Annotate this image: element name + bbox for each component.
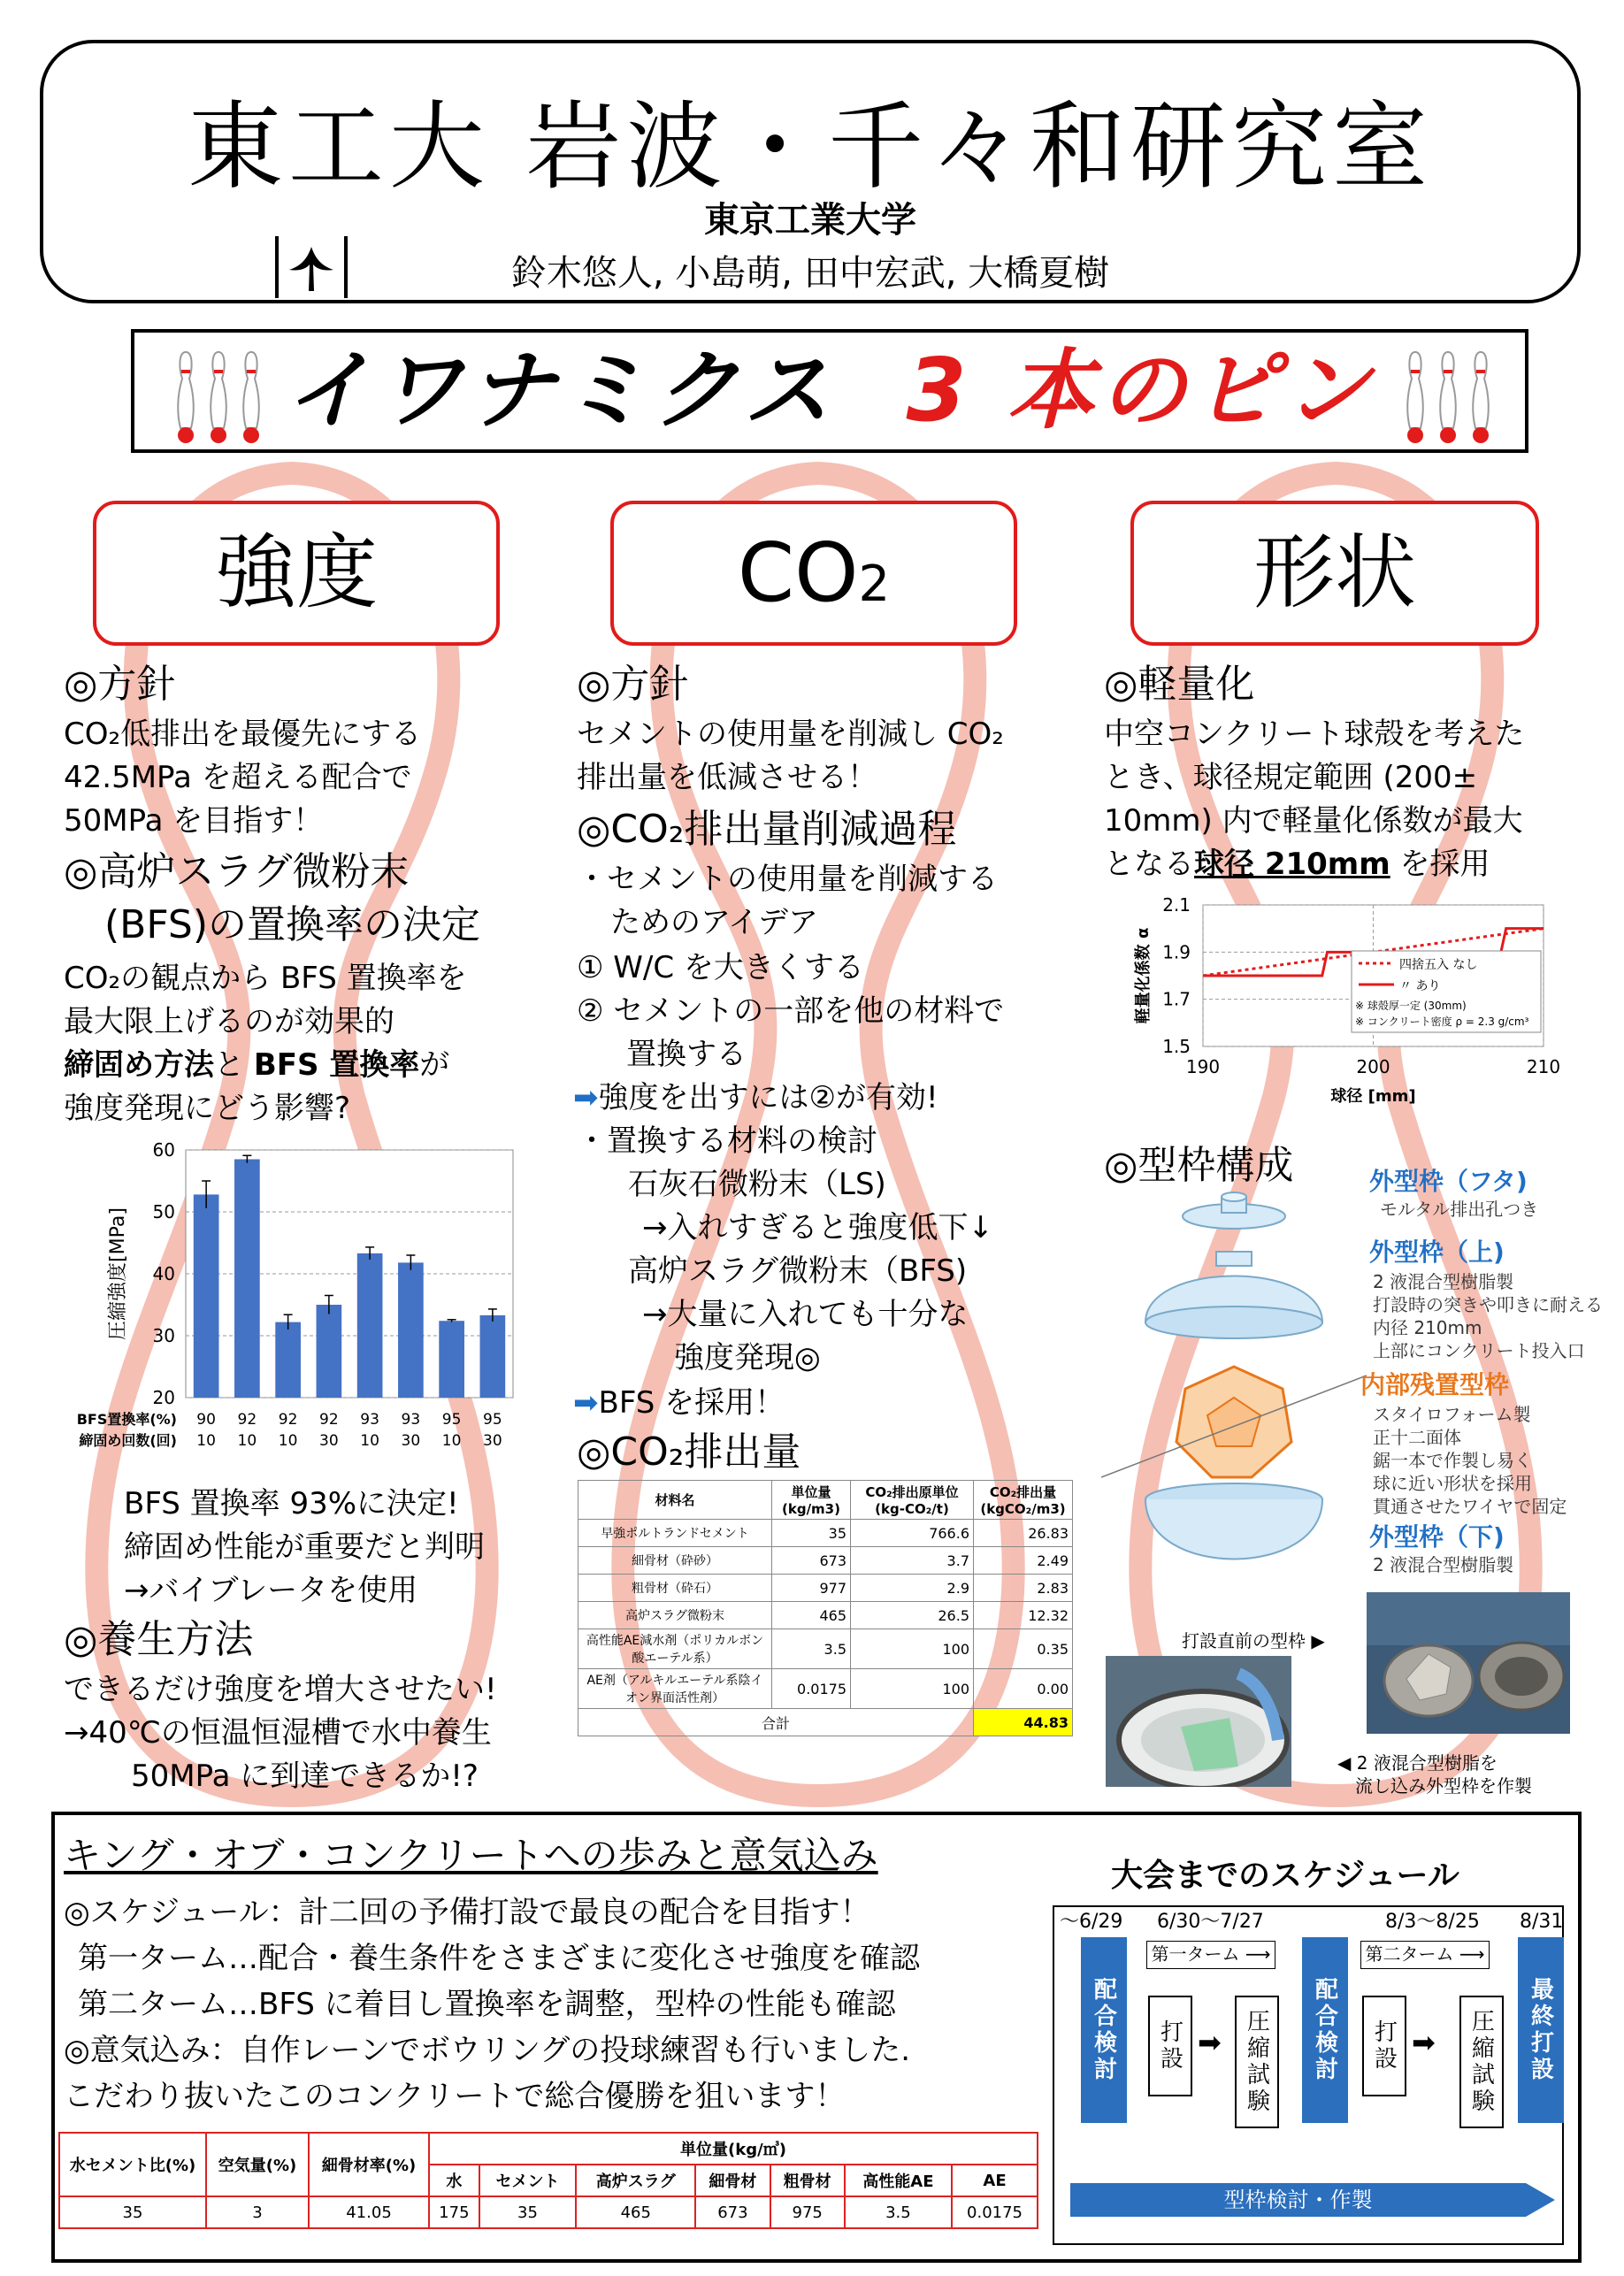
banner [131,329,1528,453]
right-arrow-icon: ➡ [573,1385,599,1421]
table-total-value: 44.83 [974,1709,1073,1736]
x-tick-label: 210 [1526,1056,1561,1077]
bar [317,1305,342,1398]
schedule-step-mix-design: 配合検討 [1081,1937,1127,2123]
table-cell: 12.32 [974,1602,1073,1629]
mold-lid-icon [1183,1192,1285,1229]
strength-policy-line: 42.5MPa を超える配合で [64,760,412,795]
table-row [59,2196,1038,2228]
table-cell: 0.0175 [772,1669,851,1709]
schedule-date: 6/30～7/27 [1157,1911,1264,1933]
x-tick-label: 10 [278,1432,298,1450]
bowling-pins-icon [1399,343,1497,446]
table-header: 水 [429,2165,479,2196]
university-logo-icon [273,229,349,305]
schedule-step-casting: 打設 [1362,1996,1406,2096]
table-cell: 175 [429,2196,479,2228]
table-cell: 2.9 [851,1575,974,1602]
strength-result: →バイブレータを使用 [124,1573,418,1608]
x-tick-label: 190 [1185,1056,1221,1077]
table-header: 高性能AE [845,2165,952,2196]
mold-lower-icon [1145,1483,1322,1559]
mold-item-desc: 球に近い形状を採用 [1373,1473,1532,1494]
x-tick-label: 10 [196,1432,216,1450]
strength-policy-line: 50MPa を目指す！ [64,803,324,839]
table-header: 水セメント比(%) [59,2133,206,2196]
y-axis-label: 軽量化係数 α [1134,927,1153,1024]
co2-policy-line: 排出量を低減させる！ [577,760,877,795]
photo-caption: 流し込み外型枠を作製 [1355,1775,1532,1797]
header-box [40,40,1581,303]
co2-title-subscript: 2 [858,556,891,613]
bfs-heading: ◎高炉スラグ微粉末 [64,849,410,894]
y-tick-label: 2.1 [1162,894,1191,916]
table-total-label: 合計 [578,1709,974,1736]
bottom-line: ◎意気込み：自作レーンでボウリングの投球練習も行いました. [64,2033,911,2068]
lab-title: 東工大 岩波・千々和研究室 [187,92,1434,203]
co2-process-line: 石灰石微粉末（LS) [628,1167,886,1202]
table-row [578,1575,1073,1602]
x-row-label: BFS置換率(%) [76,1411,177,1428]
mold-item-title: 外型枠（下) [1369,1522,1505,1552]
x-tick-label: 30 [483,1432,502,1450]
mold-item-desc: 上部にコンクリート投入口 [1373,1340,1585,1361]
x-tick-label: 95 [441,1411,462,1429]
co2-process-line: 強度発現◎ [674,1340,821,1376]
adopted-diameter: 球径 210mm [1194,847,1390,882]
mold-item-desc: 打設時の突きや叩きに耐える [1373,1294,1603,1315]
table-cell: 3 [206,2196,309,2228]
schedule-step-compression-test: 圧縮試験 [1459,1996,1504,2128]
bottom-line: 第一ターム…配合・養生条件をさまざまに変化させ強度を確認 [78,1941,920,1976]
curing-text: →40℃の恒温恒湿槽で水中養生 [64,1715,492,1751]
chart-note: ※ 球殻厚一定 (30mm) [1355,1000,1467,1012]
table-cell: 465 [576,2196,695,2228]
curing-heading: ◎養生方法 [64,1617,254,1662]
bottom-line: ◎スケジュール：計二回の予備打設で最良の配合を目指す！ [64,1895,870,1930]
table-row [578,1547,1073,1575]
strength-bar-chart [53,1137,531,1464]
x-tick-label: 90 [196,1411,216,1429]
x-tick-label: 95 [483,1411,502,1429]
mold-work-label: 型枠検討・作製 [1223,2188,1373,2212]
bar [194,1194,219,1398]
schedule-date: ～6/29 [1060,1911,1123,1933]
table-header-row [578,1481,1073,1520]
table-header: 単位量 (kg/m3) [772,1481,851,1520]
strength-result: 締固め性能が重要だと判明 [124,1529,485,1565]
lightweight-heading: ◎軽量化 [1104,662,1255,707]
schedule-date: 8/31 [1520,1911,1564,1933]
table-cell: AE剤（アルキルエーテル系陰イオン界面活性剤） [578,1669,772,1709]
table-cell: 3.5 [845,2196,952,2228]
x-tick-label: 30 [401,1432,421,1450]
co2-title-box [610,501,1017,646]
bar [480,1315,506,1398]
table-cell: 35 [772,1520,851,1547]
x-tick-label: 93 [401,1411,421,1429]
mold-item-desc: 内径 210mm [1373,1317,1482,1338]
schedule-step-final-casting: 最終打設 [1518,1937,1564,2123]
curing-text: 50MPa に到達できるか!? [131,1759,479,1794]
x-tick-label: 92 [278,1411,298,1429]
mold-item-title: 外型枠（フタ) [1369,1167,1528,1196]
schedule-step-casting: 打設 [1148,1996,1192,2096]
lightweight-text: 10mm) 内で軽量化係数が最大 [1104,803,1523,839]
mold-item-desc: 2 液混合型樹脂製 [1373,1554,1514,1575]
mold-item-desc: 2 液混合型樹脂製 [1373,1271,1514,1292]
bfs-text [64,1044,449,1087]
strength-result: BFS 置換率 93%に決定! [124,1486,459,1521]
table-header: 細骨材 [695,2165,770,2196]
table-cell: 26.83 [974,1520,1073,1547]
mold-item-desc: 正十二面体 [1373,1427,1461,1448]
legend-label: 四捨五入 なし [1399,958,1478,972]
banner-title [134,333,1525,449]
mold-item-desc: 鋸一本で作製し易く [1373,1450,1532,1471]
mold-photo-lower [1106,1656,1291,1787]
table-cell: 35 [479,2196,577,2228]
table-cell: 細骨材（砕砂） [578,1547,772,1575]
bfs-text: CO₂の観点から BFS 置換率を [64,961,467,996]
table-cell: 3.5 [772,1629,851,1669]
co2-process-line [573,1382,785,1425]
banner-title-main: イワナミクス [284,341,836,441]
term2-label: 第二ターム ⟶ [1360,1941,1490,1969]
x-tick-label: 92 [319,1411,339,1429]
table-row [578,1669,1073,1709]
mold-heading: ◎型枠構成 [1104,1143,1294,1188]
table-header: AE [952,2165,1038,2196]
right-arrow-icon: ➡ [573,1080,599,1115]
bfs-heading-2: (BFS)の置換率の決定 [104,902,480,947]
bottom-line: 第二ターム…BFS に着目し置換率を調整，型枠の性能も確認 [78,1987,896,2022]
term1-text: 第一ターム [1151,1943,1240,1965]
table-header: 細骨材率(%) [309,2133,429,2196]
x-axis-label: 球径 [mm] [1330,1087,1416,1106]
table-cell: 673 [695,2196,770,2228]
y-tick-label: 60 [152,1139,175,1161]
table-cell: 高炉スラグ微粉末 [578,1602,772,1629]
table-cell: 高性能AE減水剤（ポリカルボン酸エーテル系） [578,1629,772,1669]
bar [234,1160,260,1399]
authors: 鈴木悠人, 小島萌, 田中宏武, 大橋夏樹 [510,253,1110,294]
co2-process-line: 置換する [626,1037,747,1072]
co2-process-line [573,1077,938,1120]
schedule-step-mix-design: 配合検討 [1302,1937,1348,2123]
x-tick-label: 92 [237,1411,257,1429]
table-row [578,1602,1073,1629]
bar [357,1253,383,1398]
table-header-row [59,2133,1038,2165]
y-tick-label: 30 [152,1325,175,1346]
table-cell: 100 [851,1669,974,1709]
y-tick-label: 20 [152,1387,175,1408]
co2-policy-heading: ◎方針 [577,662,689,707]
x-tick-label: 200 [1356,1056,1390,1077]
bfs-text-joiner: が [419,1047,450,1083]
photo-caption: ◀ 2 液混合型樹脂を [1337,1752,1498,1774]
y-tick-label: 1.5 [1162,1036,1191,1057]
table-cell: 0.35 [974,1629,1073,1669]
mix-proportion-table [58,2132,1038,2229]
mold-item-desc: スタイロフォーム製 [1373,1404,1531,1425]
bfs-rate-label: BFS 置換率 [253,1047,420,1083]
bottom-line: こだわり抜いたこのコンクリートで総合優勝を狙います！ [64,2079,846,2114]
co2-process-line: →入れすぎると強度低下↓ [642,1210,993,1245]
schedule-date: 8/3～8/25 [1385,1911,1480,1933]
co2-emission-table [578,1480,1073,1736]
mold-item-desc: 貫通させたワイヤで固定 [1373,1496,1567,1517]
co2-process-decision: BFS を採用！ [598,1385,785,1421]
lightweight-text: とき、球径規定範囲 (200± [1104,760,1478,795]
co2-emission-heading: ◎CO₂排出量 [577,1429,801,1475]
bar [398,1262,424,1398]
lightweight-line-chart [1115,889,1566,1123]
table-cell: 0.00 [974,1669,1073,1709]
bottom-title: キング・オブ・コンクリートへの歩みと意気込み [64,1834,878,1877]
lightweight-text-part: となる [1104,847,1194,882]
y-tick-label: 1.9 [1162,941,1191,963]
schedule-step-compression-test: 圧縮試験 [1235,1996,1279,2128]
strength-title-box [93,501,500,646]
university-name: 東京工業大学 [704,200,916,241]
table-cell: 975 [770,2196,845,2228]
table-header: CO₂排出量 (kgCO₂/m3) [974,1481,1073,1520]
table-cell: 2.83 [974,1575,1073,1602]
x-row-label: 締固め回数(回) [79,1432,177,1449]
table-header: CO₂排出原単位 (kg-CO₂/t) [851,1481,974,1520]
legend-label: 〃 あり [1399,979,1441,993]
bfs-text: 最大限上げるのが効果的 [64,1004,395,1039]
mold-upper-icon [1145,1252,1322,1338]
x-tick-label: 10 [237,1432,257,1450]
table-header: 単位量(kg/㎥) [429,2133,1038,2165]
co2-process-line: 高炉スラグ微粉末（BFS) [628,1253,968,1289]
table-cell: 粗骨材（砕石） [578,1575,772,1602]
co2-process-line: ためのアイデア [610,905,818,940]
bfs-text-joiner: と [214,1047,244,1083]
strength-policy-heading: ◎方針 [64,662,176,707]
bfs-text: 強度発現にどう影響? [64,1091,351,1126]
curing-text: できるだけ強度を増大させたい! [64,1672,497,1707]
shape-title: 形状 [1252,525,1416,620]
y-tick-label: 40 [152,1263,175,1284]
table-row [578,1629,1073,1669]
co2-process-line: ・置換する材料の検討 [577,1123,877,1159]
table-header: 高炉スラグ [576,2165,695,2196]
co2-policy-line: セメントの使用量を削減し CO₂ [577,717,1004,752]
co2-process-conclusion: 強度を出すには②が有効! [598,1080,938,1115]
x-tick-label: 10 [441,1432,462,1450]
co2-process-line: ・セメントの使用量を削減する [577,862,998,897]
table-header: セメント [479,2165,577,2196]
table-header: 粗骨材 [770,2165,845,2196]
right-arrow-icon: ➡ [1412,2026,1436,2059]
co2-process-line: ② セメントの一部を他の材料で [577,993,1005,1029]
bar [275,1322,301,1398]
lightweight-text-part: を採用 [1399,847,1490,882]
y-tick-label: 50 [152,1201,175,1222]
table-cell: 3.7 [851,1547,974,1575]
co2-title: CO [737,525,859,620]
lightweight-text [1104,843,1490,886]
term2-text: 第二ターム [1365,1943,1454,1965]
mold-item-desc: モルタル排出孔つき [1380,1199,1539,1220]
chart-note: ※ コンクリート密度 ρ = 2.3 g/cm³ [1355,1015,1529,1028]
table-total-row [578,1709,1073,1736]
table-cell: 766.6 [851,1520,974,1547]
table-row [578,1520,1073,1547]
schedule-title: 大会までのスケジュール [1111,1858,1459,1894]
table-cell: 673 [772,1547,851,1575]
table-cell: 41.05 [309,2196,429,2228]
table-cell: 35 [59,2196,206,2228]
y-axis-label: 圧縮強度[MPa] [107,1207,129,1340]
mold-photo-upper [1367,1592,1570,1734]
right-arrow-icon: ➡ [1198,2026,1222,2059]
x-tick-label: 10 [360,1432,379,1450]
table-cell: 0.0175 [952,2196,1038,2228]
strength-policy-line: CO₂低排出を最優先にする [64,717,422,752]
co2-process-heading: ◎CO₂排出量削減過程 [577,807,957,852]
dodecahedron-core-icon [1176,1367,1291,1477]
co2-process-line: →大量に入れても十分な [642,1297,969,1332]
x-tick-label: 93 [360,1411,379,1429]
co2-process-line: ① W/C を大きくする [577,950,864,985]
bar [439,1321,464,1398]
table-cell: 26.5 [851,1602,974,1629]
table-cell: 早強ポルトランドセメント [578,1520,772,1547]
table-cell: 2.49 [974,1547,1073,1575]
mold-item-title: 内部残置型枠 [1360,1370,1510,1399]
table-cell: 465 [772,1602,851,1629]
shape-title-box [1130,501,1539,646]
banner-title-pins: 3 本のピン [906,341,1375,441]
x-tick-label: 30 [319,1432,339,1450]
table-cell: 977 [772,1575,851,1602]
term1-label: 第一ターム ⟶ [1146,1941,1275,1969]
table-header: 材料名 [578,1481,772,1520]
mold-item-title: 外型枠（上) [1369,1238,1505,1267]
table-cell: 100 [851,1629,974,1669]
table-header: 空気量(%) [206,2133,309,2196]
strength-title: 強度 [214,525,378,620]
photo-caption: 打設直前の型枠 ▶ [1182,1630,1325,1651]
mold-diagram [1101,1190,1367,1579]
y-tick-label: 1.7 [1162,988,1191,1010]
lightweight-text: 中空コンクリート球殻を考えた [1104,717,1525,752]
compaction-method-label: 締固め方法 [64,1047,214,1083]
